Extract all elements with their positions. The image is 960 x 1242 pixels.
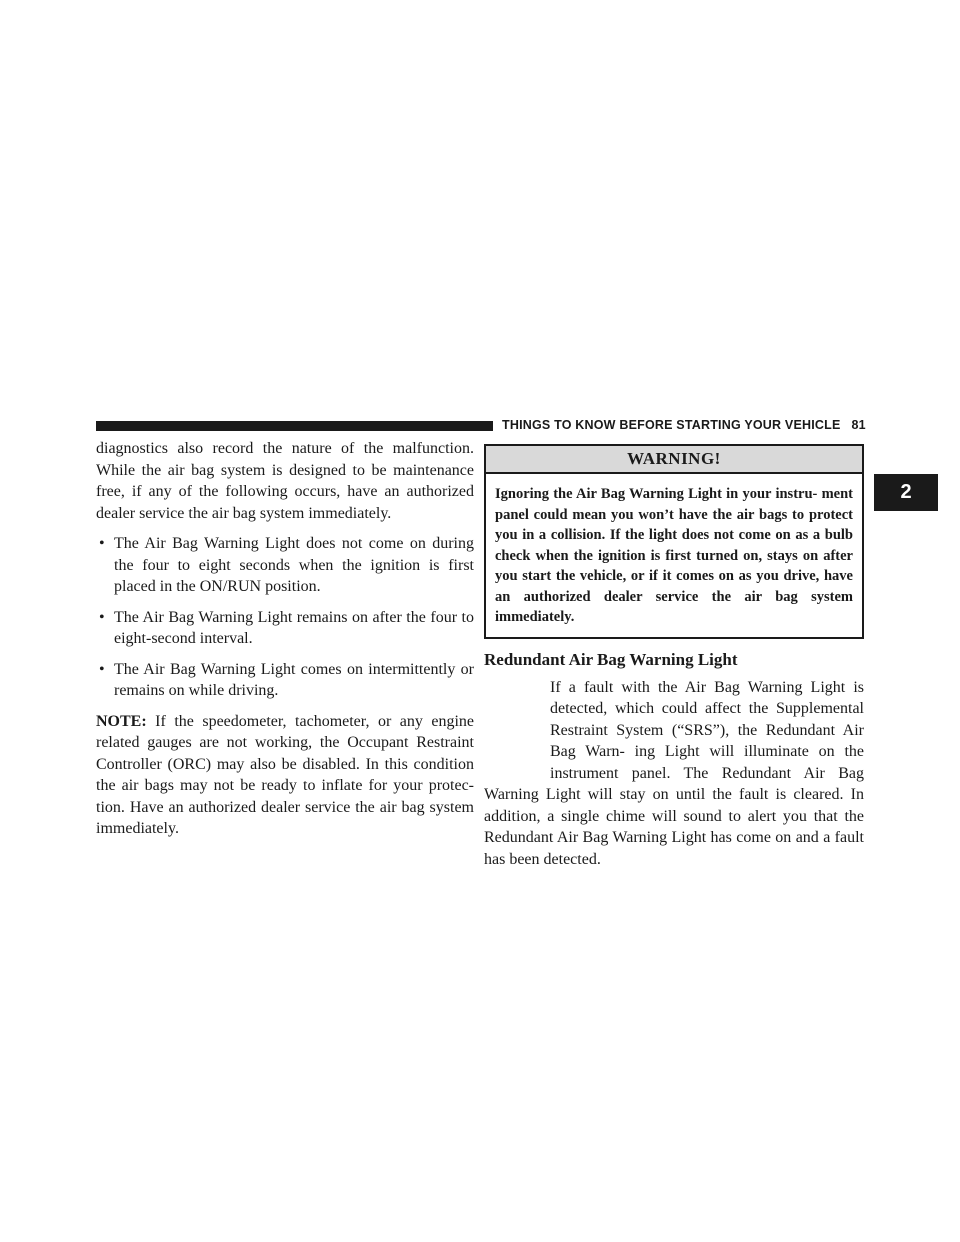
header-title: THINGS TO KNOW BEFORE STARTING YOUR VEHICLE — [502, 418, 841, 432]
bullet-icon: • — [99, 608, 105, 626]
intro-paragraph: diagnostics also record the nature of the malfunction. While the air bag system is designed to be maintenance free, if any of the following occurs, have an authorized dealer service the air bag system immediately. — [96, 440, 474, 522]
bullet-icon: • — [99, 535, 105, 552]
redundant-paragraph: If a fault with the Air Bag Warning Light is detected, which could affect the Supplemental Restraint System (“SRS”), the Redundant Air Bag Warn- ing Light will illuminate on the instrument panel. The Redundant Air Bag Warning Light will stay on until the fault is cleared. In addition, a single chime will sound to alert you that the Redundant Air Bag Warning Light has come on and a fault has been detected. — [484, 678, 864, 868]
malfunction-list — [96, 533, 474, 702]
note-label: NOTE: — [96, 712, 147, 730]
warning-title: WARNING! — [486, 446, 862, 474]
chapter-tab: 2 — [874, 474, 938, 511]
list-item: • The Air Bag Warning Light remains on after the four to eight-second interval. — [99, 608, 474, 647]
page-number: 81 — [851, 418, 866, 432]
warning-box — [484, 444, 864, 639]
list-item: • The Air Bag Warning Light comes on intermittently or remains on while driving. — [99, 660, 474, 699]
running-header — [502, 418, 864, 432]
warning-body: Ignoring the Air Bag Warning Light in your instru- ment panel could mean you won’t have the air bags to protect you in a collision. If the light does not come on as a bulb check when the ignition is first turned on, stays on after you start the vehicle, or if it comes on as you drive, have an authorized dealer service the air bag system immediately. — [495, 486, 853, 625]
note-text: If the speedometer, tachometer, or any engine related gauges are not working, the Occupant Restraint Controller (ORC) may also be disabled. In this condition the air bags may not be ready to inflate for your protec- tion. Have an authorized dealer service the air bag system immediately. — [96, 712, 475, 837]
section-heading: Redundant Air Bag Warning Light — [484, 649, 738, 669]
note-paragraph — [96, 711, 474, 840]
bullet-icon: • — [99, 660, 105, 678]
left-column — [96, 438, 474, 849]
list-item: • The Air Bag Warning Light does not come on during the four to eight seconds when the ignition is first placed in the ON/RUN position. — [99, 535, 474, 595]
right-column — [484, 444, 864, 870]
header-rule — [96, 421, 493, 431]
redundant-air-bag-warning-light-icon — [484, 699, 550, 775]
